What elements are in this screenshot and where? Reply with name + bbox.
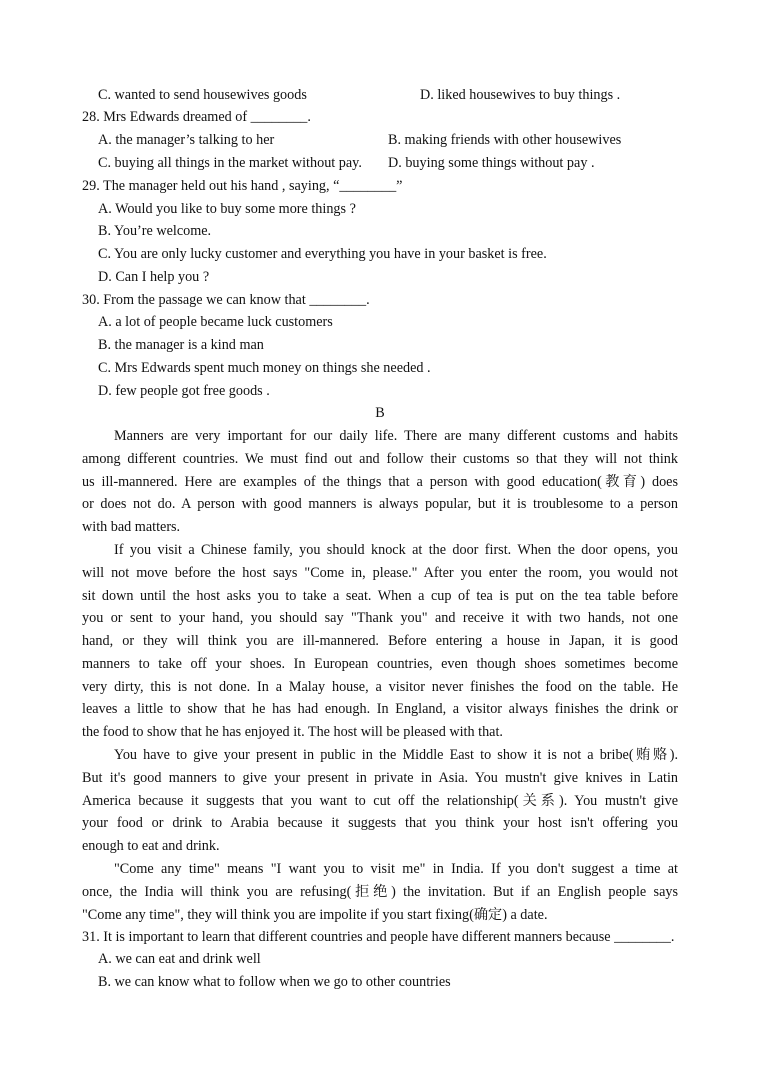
paragraph-line: hand, or they will think you are ill-mannered. Before entering a house in Japan, it is good xyxy=(82,633,678,649)
paragraph-line: leaves a little to show that he has had enough. In England, a visitor always finishes the drink or xyxy=(82,701,678,718)
paragraph-line: once, the India will think you are refusing(拒绝) the invitation. But if an English people says xyxy=(82,883,678,900)
q28-option-b: B. making friends with other housewives xyxy=(388,132,622,148)
q27-option-c: C. wanted to send housewives goods xyxy=(98,87,307,103)
section-b-title: B xyxy=(375,405,385,421)
paragraph-line: or does not do. A person with good manners is always popular, but it is troublesome to a person xyxy=(82,496,678,513)
paragraph-line: us ill-mannered. Here are examples of the things that a person with good education(教育) does xyxy=(82,473,678,490)
passage-paragraph-3 xyxy=(82,744,678,858)
paragraph-line: You have to give your present in public in the Middle East to show it is not a bribe(贿赂). xyxy=(114,747,678,763)
paragraph-line: "Come any time", they will think you are impolite if you start fixing(确定) a date. xyxy=(82,906,548,923)
paragraph-line: among different countries. We must find out and follow their customs so that they will not think xyxy=(82,450,678,467)
q28-option-c: C. buying all things in the market without pay. xyxy=(98,155,362,171)
paragraph-line: the food to show that he has enjoyed it. The host will be pleased with that. xyxy=(82,724,503,740)
q29-stem: 29. The manager held out his hand , saying, “________” xyxy=(82,178,403,194)
paragraph-line: will not move before the host says "Come in, please." After you enter the room, you would not xyxy=(82,564,678,581)
q29-option-a: A. Would you like to buy some more things ? xyxy=(98,201,356,217)
q29-option-d: D. Can I help you ? xyxy=(98,269,210,285)
q30-option-d: D. few people got free goods . xyxy=(98,383,270,399)
paragraph-line: manners to take off your shoes. In European countries, even though shoes sometimes become xyxy=(82,655,678,672)
q31-option-a: A. we can eat and drink well xyxy=(98,951,261,967)
q28-stem: 28. Mrs Edwards dreamed of ________. xyxy=(82,109,311,125)
q30-stem: 30. From the passage we can know that ________. xyxy=(82,292,370,308)
passage-paragraph-1 xyxy=(82,425,678,539)
q28-option-d: D. buying some things without pay . xyxy=(388,155,595,171)
paragraph-line: "Come any time" means "I want you to visit me" in India. If you don't suggest a time at xyxy=(114,861,678,877)
paragraph-line: America because it suggests that you want to cut off the relationship(关系). You mustn't give xyxy=(82,792,678,809)
q30-option-b: B. the manager is a kind man xyxy=(98,337,264,353)
paragraph-line: enough to eat and drink. xyxy=(82,838,220,854)
paragraph-line: very dirty, this is not done. In a Malay house, a visitor never finishes the food on the table. He xyxy=(82,678,678,695)
paragraph-line: If you visit a Chinese family, you should knock at the door first. When the door opens, you xyxy=(114,542,678,558)
q29-option-b: B. You’re welcome. xyxy=(98,223,212,239)
passage-paragraph-4 xyxy=(82,858,678,926)
paragraph-line: But it's good manners to give your present in private in Asia. You mustn't give knives in Latin xyxy=(82,769,678,786)
q31-option-b: B. we can know what to follow when we go to other countries xyxy=(98,974,451,990)
paragraph-line: Manners are very important for our daily life. There are many different customs and habits xyxy=(114,428,678,444)
q29-option-c: C. You are only lucky customer and everything you have in your basket is free. xyxy=(98,246,547,262)
paragraph-line: with bad matters. xyxy=(82,519,181,535)
q27-option-d: D. liked housewives to buy things . xyxy=(420,87,621,103)
q28-option-a: A. the manager’s talking to her xyxy=(98,132,275,148)
paragraph-line: sit down until the host asks you to take a seat. When a cup of tea is put on the tea table before xyxy=(82,587,678,604)
paragraph-line: you or sent to your hand, you should say "Thank you" and receive it with two hands, not one xyxy=(82,610,678,627)
q30-option-c: C. Mrs Edwards spent much money on things she needed . xyxy=(98,360,431,376)
paragraph-line: your food or drink to Arabia because it suggests that you think your host isn't offering you xyxy=(82,815,678,832)
q31-stem: 31. It is important to learn that different countries and people have different manners because ________. xyxy=(82,929,675,945)
passage-paragraph-2 xyxy=(82,539,678,744)
q30-option-a: A. a lot of people became luck customers xyxy=(98,314,333,330)
